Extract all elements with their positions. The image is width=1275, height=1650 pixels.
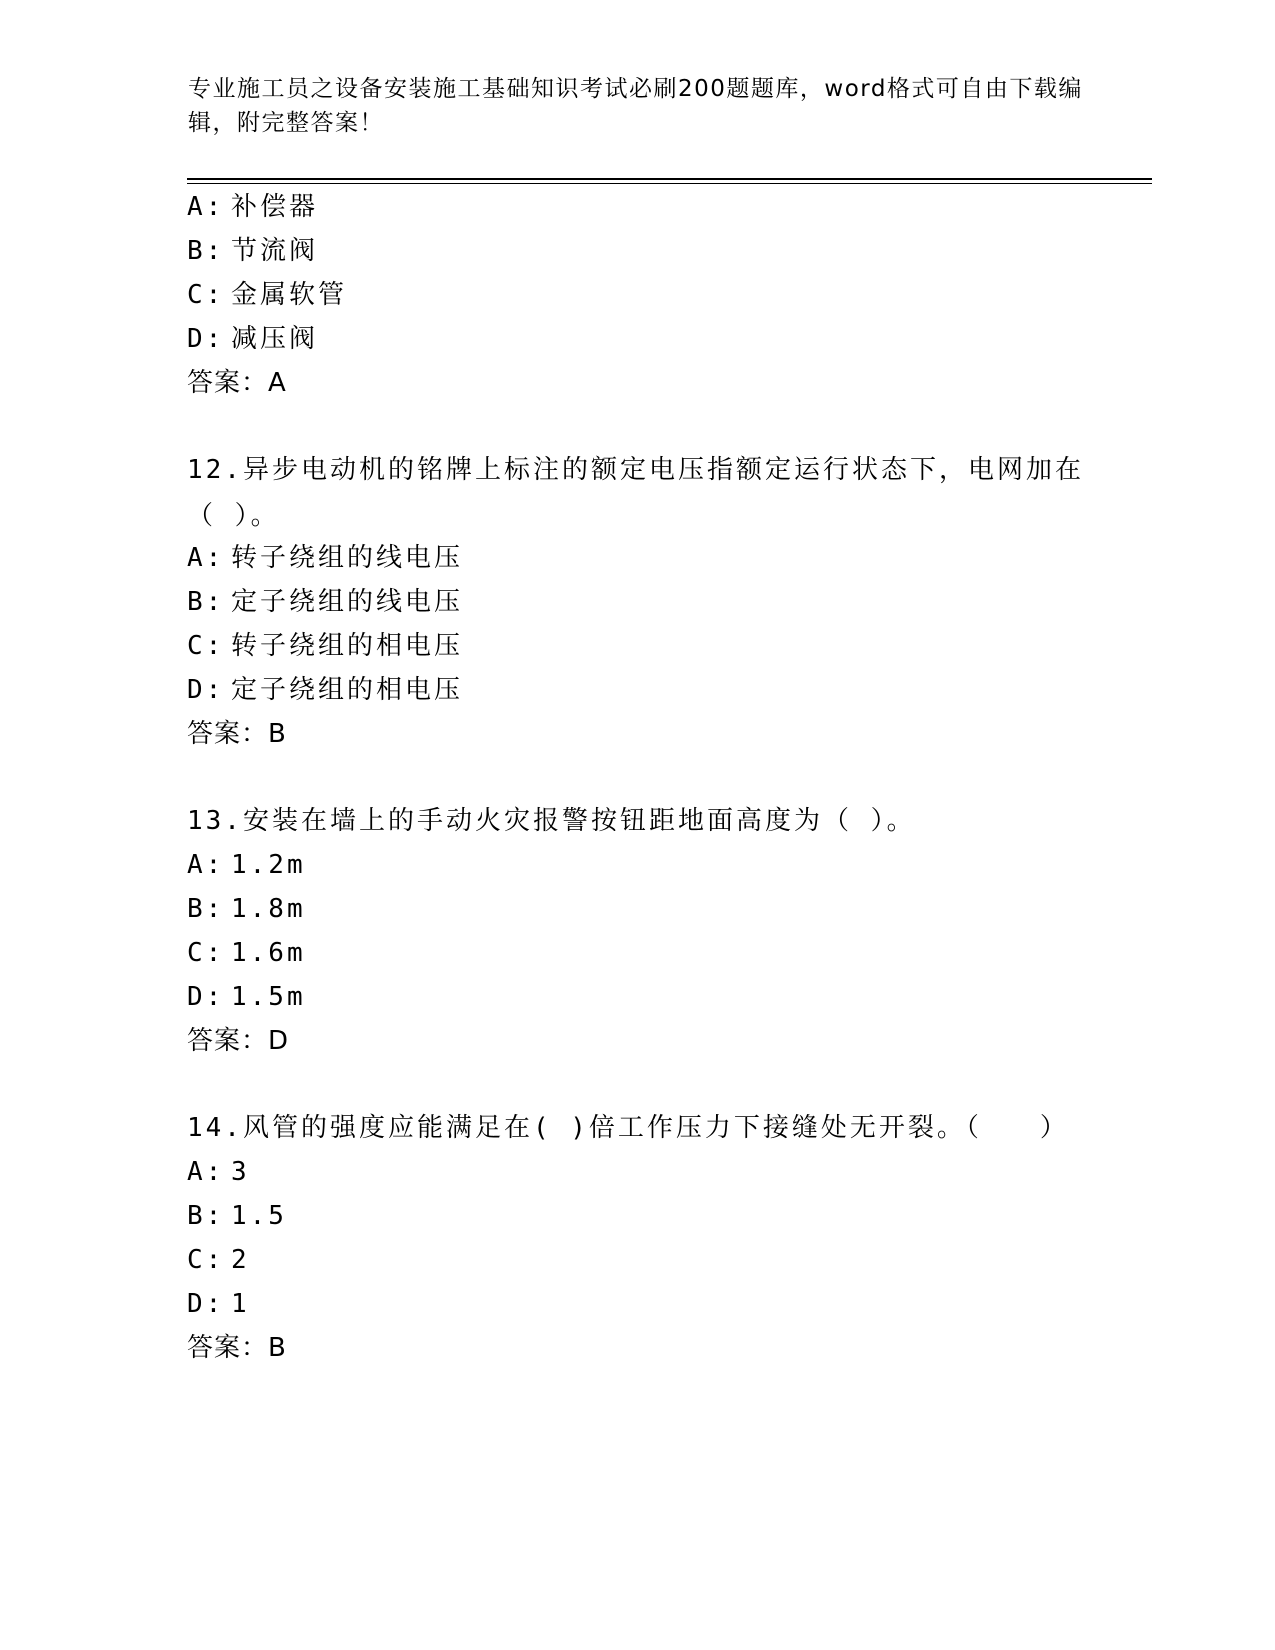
- option-text: 转子绕组的线电压: [231, 543, 464, 573]
- option-text: 减压阀: [231, 324, 319, 354]
- option-d: [187, 322, 318, 356]
- option-label: A:: [187, 1157, 225, 1187]
- option-label: B:: [187, 894, 225, 924]
- option-b: [187, 585, 463, 619]
- option-label: C:: [187, 280, 225, 310]
- document-header-title: 专业施工员之设备安装施工基础知识考试必刷200题题库，word格式可自由下载编辑，附完整答案！: [188, 76, 1083, 136]
- option-label: B:: [187, 587, 225, 617]
- question-text: 12.异步电动机的铭牌上标注的额定电压指额定运行状态下，电网加在（ ）。: [187, 455, 1084, 531]
- answer-line: 答案：B: [187, 719, 287, 749]
- option-c: [187, 278, 347, 312]
- answer-line: 答案：D: [187, 1026, 290, 1056]
- option-text: 定子绕组的线电压: [231, 587, 464, 617]
- option-text: 1: [231, 1289, 250, 1319]
- option-a: [187, 541, 463, 575]
- option-d: [187, 1287, 250, 1321]
- option-c: [187, 936, 306, 970]
- header-divider-thin: [187, 183, 1152, 184]
- option-label: C:: [187, 938, 225, 968]
- option-label: D:: [187, 1289, 225, 1319]
- option-text: 1.8m: [231, 894, 306, 924]
- option-text: 节流阀: [231, 236, 319, 266]
- option-label: D:: [187, 675, 225, 705]
- option-text: 补偿器: [231, 192, 319, 222]
- option-label: B:: [187, 236, 225, 266]
- option-b: [187, 1199, 287, 1233]
- option-label: C:: [187, 1245, 225, 1275]
- option-a: [187, 1155, 250, 1189]
- option-d: [187, 980, 306, 1014]
- option-label: C:: [187, 631, 225, 661]
- option-text: 转子绕组的相电压: [231, 631, 464, 661]
- option-text: 定子绕组的相电压: [231, 675, 464, 705]
- option-label: D:: [187, 324, 225, 354]
- option-label: D:: [187, 982, 225, 1012]
- option-text: 金属软管: [231, 280, 348, 310]
- option-d: [187, 673, 463, 707]
- option-label: A:: [187, 192, 225, 222]
- option-b: [187, 892, 306, 926]
- option-label: B:: [187, 1201, 225, 1231]
- question-text: 13.安装在墙上的手动火灾报警按钮距地面高度为（ ）。: [187, 806, 916, 836]
- option-label: A:: [187, 543, 225, 573]
- option-text: 1.5m: [231, 982, 306, 1012]
- option-c: [187, 629, 463, 663]
- answer-line: 答案：B: [187, 1333, 287, 1363]
- question-text: 14.风管的强度应能满足在( )倍工作压力下接缝处无开裂。（ ）: [187, 1113, 1069, 1143]
- option-b: [187, 234, 318, 268]
- option-a: [187, 848, 306, 882]
- option-label: A:: [187, 850, 225, 880]
- header-divider-thick: [187, 178, 1152, 180]
- option-text: 3: [231, 1157, 250, 1187]
- option-text: 1.6m: [231, 938, 306, 968]
- option-text: 1.5: [231, 1201, 287, 1231]
- option-a: [187, 190, 318, 224]
- option-c: [187, 1243, 250, 1277]
- answer-line: 答案：A: [187, 368, 287, 398]
- option-text: 2: [231, 1245, 250, 1275]
- option-text: 1.2m: [231, 850, 306, 880]
